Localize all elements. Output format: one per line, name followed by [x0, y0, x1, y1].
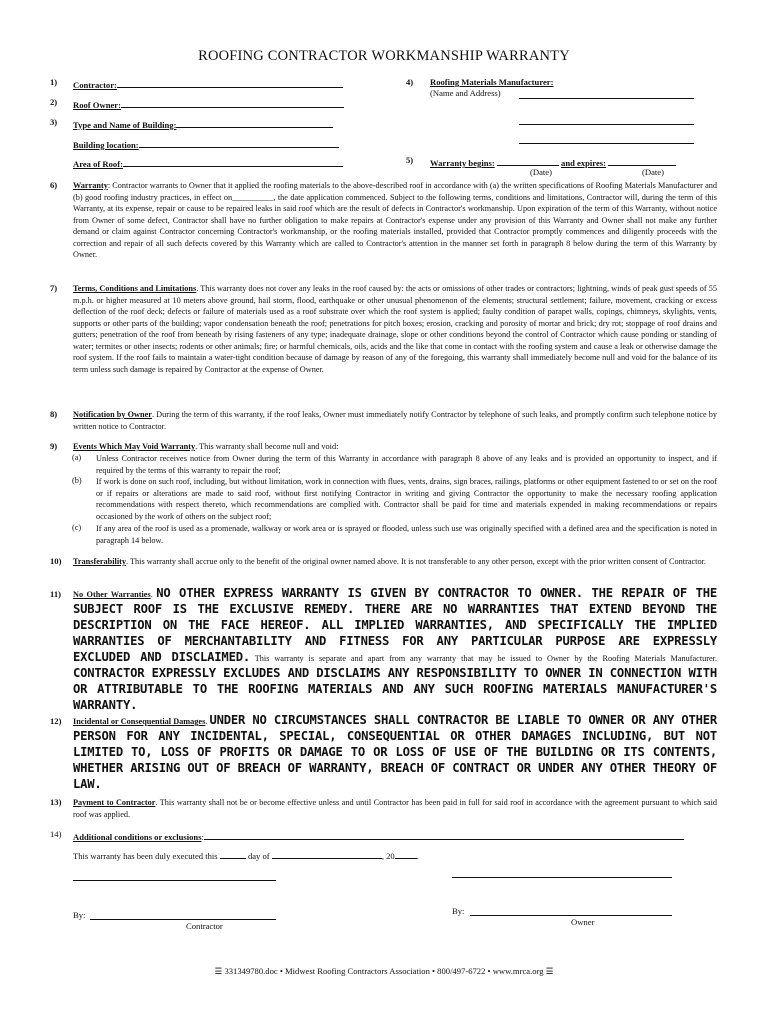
- section-13-payment: [73, 797, 717, 820]
- and-expires-label: and expires:: [561, 158, 606, 168]
- footer-text: 331349780.doc • Midwest Roofing Contractors Association • 800/497-6722 • www.mrca.org: [224, 966, 544, 976]
- area-of-roof-field[interactable]: [73, 157, 343, 169]
- section-12-number: 12): [50, 716, 62, 726]
- section-9a-label: (a): [72, 453, 82, 462]
- contractor-field[interactable]: [73, 78, 343, 90]
- contractor-name-line[interactable]: [73, 880, 276, 881]
- execution-text: This warranty has been duly executed this: [73, 851, 218, 861]
- field-number-4: 4): [406, 77, 414, 87]
- day-of-text: day of: [247, 851, 270, 861]
- section-6-label: Warranty: [73, 181, 108, 190]
- section-11-sep: .: [150, 590, 157, 599]
- section-14-label: Additional conditions or exclusions: [73, 832, 202, 842]
- section-11-no-other-warranties: [73, 586, 717, 714]
- section-13-label: Payment to Contractor: [73, 798, 156, 807]
- section-9-text: . This warranty shall become null and void:: [195, 442, 339, 451]
- field-number-3: 3): [50, 117, 58, 127]
- section-14-number: 14): [50, 829, 62, 839]
- expire-date-hint: (Date): [642, 167, 664, 177]
- section-13-text: . This warranty shall not be or become effective unless and until Contractor has been paid in full for said roof in accordance with the agreement pursuant to which said roof was applied.: [73, 798, 718, 819]
- section-11-label: No Other Warranties: [73, 590, 151, 599]
- section-8-notification: [73, 409, 717, 432]
- section-10-number: 10): [50, 556, 62, 566]
- field-number-2: 2): [50, 97, 58, 107]
- manufacturer-line-1[interactable]: [519, 98, 694, 99]
- section-9a-text: Unless Contractor receives notice from Owner during the term of this Warranty in accordance with paragraph 8 above of any leaks and is provided an opportunity to inspect, and if required by the terms of this warranty to repair the roof;: [96, 454, 717, 475]
- type-name-field[interactable]: [73, 118, 333, 130]
- section-9b-text: If work is done on such roof, including, but without limitation, work in connection with flues, vents, drains, sign braces, railings, platforms or other equipment fastened to or set on the roof or if repairs or alterations are made to said roof, without first notifying Contractor in writing and giving Contractor the opportunity to make the necessary roofing application recommendations with respect thereto, which recommendations are complied with. Contractor shall be paid for time and materials expended in making recommendations or repairs occasioned by the work of others on the subject roof;: [96, 477, 717, 521]
- section-7-label: Terms, Conditions and Limitations: [73, 284, 197, 293]
- section-12-incidental-damages: [73, 713, 717, 793]
- roof-owner-label: Roof Owner:: [73, 100, 121, 110]
- section-9-number: 9): [50, 441, 58, 451]
- warranty-begins-label: Warranty begins:: [430, 158, 495, 168]
- section-8-number: 8): [50, 409, 58, 419]
- section-9-label: Events Which May Void Warranty: [73, 442, 196, 451]
- section-6-text: : Contractor warrants to Owner that it applied the roofing materials to the above-described roof in accordance with (a) the written specifications of Roofing Materials Manufacturer and (b) good roofing industry practices, in effect on__________, the date application commenced. Subject to the following terms, conditions and limitations, Contractor will, during the term of this Warranty, at its expense, repair or cause to be repaired leaks in said roof which are the result of defects in Contractor's workmanship. Upon expiration of the term of this Warranty, without notice from Owner of some defect, Contractor shall have no further obligation to make repairs at Contractor's expense under any provision of this Warranty and Owner shall not make any further demand or claim against Contractor concerning Contractor's workmanship, or the roofing materials installed, provided that Contractor promptly commences and diligently proceeds with the correction and repair of all such defects covered by this Warranty which are called to Contractor's attention in the manner set forth in paragraph 8 below during the term of this Warranty by Owner.: [73, 181, 717, 259]
- owner-signature-line[interactable]: [470, 915, 672, 916]
- footer-left-glyph: ☰: [214, 966, 223, 976]
- section-12-sep: .: [205, 717, 210, 726]
- section-12-label: Incidental or Consequential Damages: [73, 717, 206, 726]
- name-address-hint: (Name and Address): [430, 88, 501, 98]
- footer: [0, 966, 768, 977]
- owner-by-label: By:: [452, 906, 465, 916]
- section-14-additional[interactable]: [73, 830, 684, 842]
- section-10-transferability: [73, 556, 717, 568]
- materials-manufacturer-field[interactable]: [430, 78, 553, 87]
- owner-caption: Owner: [571, 917, 595, 927]
- section-6-warranty: [73, 180, 717, 261]
- contractor-by-label: By:: [73, 910, 86, 920]
- section-9b-label: (b): [72, 476, 82, 485]
- begin-date-hint: (Date): [530, 167, 552, 177]
- roof-owner-field[interactable]: [73, 98, 344, 110]
- materials-manufacturer-label: Roofing Materials Manufacturer:: [430, 77, 554, 87]
- section-9-events: [73, 441, 717, 453]
- section-11-disclaimer-1: NO OTHER EXPRESS WARRANTY IS GIVEN BY CONTRACTOR TO OWNER. THE REPAIR OF THE SUBJECT ROOF IS THE EXCLUSIVE REMEDY. THERE ARE NO WARRANTIES THAT EXTEND BEYOND THE DESCRIPTION ON THE FACE HEREOF. ALL IMPLIED WARRANTIES, AND SPECIFICALLY THE IMPLIED WARRANTIES OF MERCHANTABILITY AND FITNESS FOR ANY PARTICULAR PURPOSE ARE EXPRESSLY EXCLUDED AND DISCLAIMED.: [73, 586, 718, 664]
- section-11-number: 11): [50, 589, 61, 599]
- building-location-label: Building location:: [73, 140, 139, 150]
- section-7-number: 7): [50, 283, 58, 293]
- area-of-roof-label: Area of Roof:: [73, 159, 123, 169]
- document-title: ROOFING CONTRACTOR WORKMANSHIP WARRANTY: [198, 48, 570, 64]
- warranty-dates-field[interactable]: [430, 156, 676, 168]
- field-number-1: 1): [50, 77, 58, 87]
- section-8-text: . During the term of this warranty, if the roof leaks, Owner must immediately notify Contractor by telephone of such leaks, and promptly confirm such telephone notice by written notice to Contractor.: [73, 410, 718, 431]
- manufacturer-line-2[interactable]: [519, 124, 694, 125]
- type-name-label: Type and Name of Building:: [73, 120, 177, 130]
- section-9c-text: If any area of the roof is used as a promenade, walkway or work area or is sprayed or flooded, unless such use was originally specified with a defined area and the specification is noted in paragraph 14 below.: [96, 524, 717, 545]
- section-11-disclaimer-2: CONTRACTOR EXPRESSLY EXCLUDES AND DISCLAIMS ANY RESPONSIBILITY TO OWNER IN CONNECTION WITH OR ATTRIBUTABLE TO THE ROOFING MATERIALS AND ANY SUCH ROOFING MATERIALS MANUFACTURER'S WARRANTY.: [73, 666, 717, 712]
- year-text: , 20: [381, 851, 395, 861]
- field-number-5: 5): [406, 155, 414, 165]
- contractor-label: Contractor:: [73, 80, 117, 90]
- section-8-label: Notification by Owner: [73, 410, 152, 419]
- section-13-number: 13): [50, 797, 62, 807]
- contractor-signature-line[interactable]: [90, 919, 276, 920]
- execution-statement[interactable]: This warranty has been duly executed this day of , 20 .: [73, 851, 419, 861]
- section-11-separate-note: This warranty is separate and apart from any warranty that may be issued to Owner by the Roofing Materials Manufacturer.: [250, 654, 718, 663]
- contractor-caption: Contractor: [186, 921, 223, 931]
- section-10-text: . This warranty shall accrue only to the benefit of the original owner named above. It is not transferable to any other person, except with the prior written consent of Contractor.: [126, 557, 706, 566]
- section-7-terms: [73, 283, 717, 375]
- section-10-label: Transferability: [73, 557, 127, 566]
- section-7-text: . This warranty does not cover any leaks in the roof caused by: the acts or omissions of other trades or contractors; lightning, winds of peak gust speeds of 55 m.p.h. or higher measured at 10 meters above ground, hail storm, flood, earthquake or other unusual phenomenon of the elements; structural settlement; failure, movement, cracking or excess deflection of the roof deck; defects or failure of materials used as a roof substrate over which the roof system is applied; faulty condition of parapet walls, copings, chimneys, skylights, vents, supports or other parts of the building; vapor condensation beneath the roof; penetrations for pitch boxes; erosion, cracking and porosity of mortar and brick; dry rot; stoppage of roof drains and gutters; penetration of the roof from beneath by rising fasteners of any type; inadequate drainage, slope or other conditions beyond the control of Contractor which cause ponding or standing of water; termites or other insects; rodents or other animals; fire; or harmful chemicals, oils, acids and the like that come in contact with the roofing system and cause a leak or otherwise damage the roof system. If the roof fails to maintain a water-tight condition because of damage by reason of any of the foregoing, this warranty shall immediately become null and void for the balance of its term unless such damage is repaired by Contractor at the expense of Owner.: [73, 284, 717, 374]
- section-14-colon: :: [201, 832, 204, 842]
- building-location-field[interactable]: [73, 138, 339, 150]
- section-12-disclaimer: UNDER NO CIRCUMSTANCES SHALL CONTRACTOR BE LIABLE TO OWNER OR ANY OTHER PERSON FOR ANY INCIDENTAL, SPECIAL, CONSEQUENTIAL OR OTHER DAMAGES INCLUDING, BUT NOT LIMITED TO, LOSS OF PROFITS OR DAMAGE TO OR LOSS OF USE OF THE BUILDING OR ITS CONTENTS, WHETHER ARISING OUT OF BREACH OF WARRANTY, BREACH OF CONTRACT OR UNDER ANY OTHER THEORY OF LAW.: [73, 713, 718, 791]
- manufacturer-line-3[interactable]: [519, 143, 694, 144]
- section-9c-label: (c): [72, 523, 82, 532]
- section-6-number: 6): [50, 180, 58, 190]
- owner-name-line[interactable]: [452, 877, 672, 878]
- footer-right-glyph: ☰: [545, 966, 554, 976]
